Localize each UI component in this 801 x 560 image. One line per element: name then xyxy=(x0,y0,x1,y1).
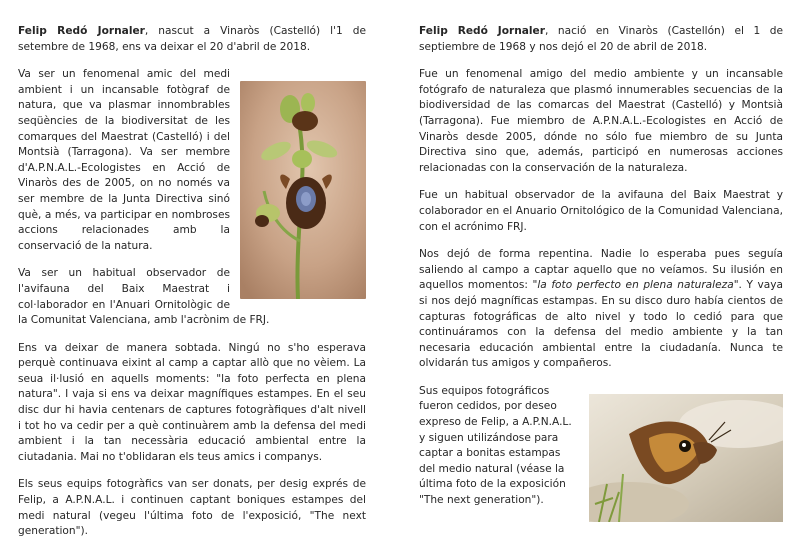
catalan-column xyxy=(18,24,366,540)
spanish-paragraph-3: Fue un habitual observador de la avifauna del Baix Maestrat y colaborador en el Anuario Ornitológico de la Comunidad Valenciana, con el acrónimo FRJ. xyxy=(419,189,783,233)
spanish-intro-text: , nació en Vinaròs (Castellón) el 1 de septiembre de 1968 y nos dejó el 20 de abril de 2018. xyxy=(419,25,783,53)
spanish-intro-paragraph xyxy=(419,24,783,55)
catalan-paragraph-5: Els seus equips fotogràfics van ser donats, per desig exprés de Felip, a A.P.N.A.L. i continuen captant boniques estampes del medi natural (vegeu l'última foto de l'exposició, "The next generation"). xyxy=(18,478,366,538)
spanish-paragraph-2: Fue un fenomenal amigo del medio ambiente y un incansable fotógrafo de naturaleza que plasmó innumerables secuencias de la biodiversidad de las comarcas del Maestrat (Castelló) y Montsià (Tarragona). Fue miembro de A.P.N.A.L.-Ecologistes en Acció de Vinaròs desde 2005, dónde no sólo fue miembro de su Junta Directiva sino que, además, participó en numerosas acciones relacionadas con la conservación de la naturaleza. xyxy=(419,68,783,174)
spanish-p4-end: ". Y vaya si nos dejó magníficas estampas. En su disco duro había cientos de capturas fotográficas de alto nivel y todo lo cedió para que continuáramos con la defensa del medio ambiente y la tan necesaria educación ambiental entre la ciudadanía. Nunca te olvidarán tus amigos y compañeros. xyxy=(419,279,783,370)
catalan-intro-paragraph xyxy=(18,24,366,55)
spanish-name: Felip Redó Jornaler xyxy=(419,25,545,37)
catalan-paragraph-4: Ens va deixar de manera sobtada. Ningú no s'ho esperava perquè continuava eixint al camp a captar allò que no vèiem. La seua il·lusió en aquells moments: "la foto perfecta en plena natura". I vaja si ens va deixar magnífiques estampes. En el seu disc dur hi havia centenars de captures fotogràfiques d'alt nivell i tot ho va cedir per a què continuàrem amb la defensa del medi ambient i la tan necessària educació ambiental entre la ciutadania. Mai no t'oblidaran els teus amics i companys. xyxy=(18,341,366,463)
orchid-photo xyxy=(240,81,366,299)
spanish-paragraph-4 xyxy=(419,247,783,372)
spanish-paragraph-5: Sus equipos fotográficos fueron cedidos, por deseo expreso de Felip, a A.P.N.A.L. y siguen utilizándose para captar a bonitas estampas del medio natural (véase la última foto de la exposición "The next generation"). xyxy=(419,384,572,507)
catalan-intro-text: , nascut a Vinaròs (Castelló) l'1 de setembre de 1968, ens va deixar el 20 d'abril de 2018. xyxy=(18,25,367,53)
spanish-column xyxy=(419,24,783,526)
catalan-paragraph-3: Va ser un habitual observador de l'avifauna del Baix Maestrat i col·laborador en l'Anuari Ornitològic de la Comunitat Valenciana, amb l'acrònim de FRJ. xyxy=(18,267,270,327)
catalan-paragraph-2: Va ser un fenomenal amic del medi ambient i un incansable fotògraf de natura, que va plasmar innombrables seqüències de la biodiversitat de les comarques del Maestrat (Castelló) i del Montsià (Tarragona). Va ser membre d'A.P.N.A.L.-Ecologistes en Acció de Vinaròs des de 2005, on no només va ser membre de la Junta Directiva sinó què, a més, va participar en nombroses accions relacionades amb la conservació de la natura. xyxy=(18,68,230,252)
spanish-p4-quote: la foto perfecto en plena naturaleza xyxy=(537,279,734,292)
spanish-p4-start: Nos dejó de forma repentina. Nadie lo esperaba pues seguía saliendo al campo a captar aquello que no veíamos. Su ilusión en aquellos momentos: " xyxy=(419,248,783,292)
butterfly-photo xyxy=(589,394,783,522)
catalan-name: Felip Redó Jornaler xyxy=(18,25,145,37)
